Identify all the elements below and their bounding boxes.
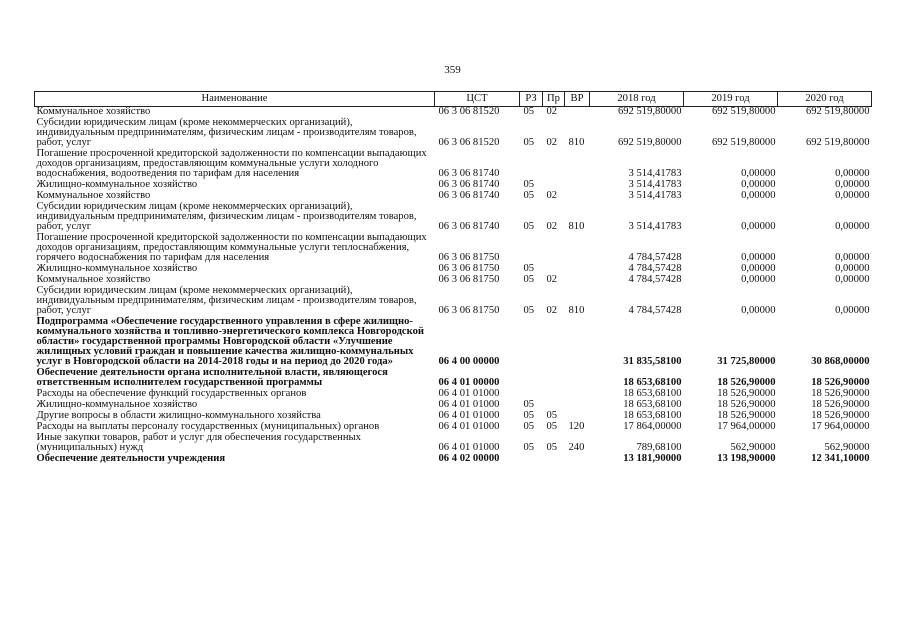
- row-name: Погашение просроченной кредиторской задолженности по компенсации выпадающих доходов организациям, предоставляющим коммунальные услуги холодного водоснабжения, водоотведения по тарифам для населения: [36, 148, 427, 179]
- row-value-2018: 18 653,68100: [623, 410, 682, 421]
- table-row: [35, 286, 872, 317]
- row-vr: 240: [568, 442, 585, 453]
- row-cst: 06 4 00 00000: [438, 356, 500, 367]
- row-rz: [520, 317, 543, 368]
- row-name: Коммунальное хозяйство: [36, 106, 151, 117]
- row-value-2020: 692 519,80000: [805, 106, 870, 117]
- row-cst: 06 4 01 01000: [438, 388, 500, 399]
- row-name: Обеспечение деятельности учреждения: [36, 453, 226, 464]
- row-value-2020: 0,00000: [835, 190, 870, 201]
- row-rz: 05: [523, 221, 535, 232]
- row-name: Коммунальное хозяйство: [36, 190, 151, 201]
- row-value-2019: 692 519,80000: [711, 137, 776, 148]
- header-2020: 2020 год: [778, 92, 872, 107]
- row-value-2020: 18 526,90000: [811, 377, 870, 388]
- row-name: Субсидии юридическим лицам (кроме некоммерческих организаций), индивидуальным предпринимателям, физическим лицам - производителям товаров, работ, услуг: [36, 285, 417, 316]
- row-pr: 02: [546, 106, 558, 117]
- row-vr: [565, 191, 590, 202]
- row-value-2020: 12 341,10000: [811, 453, 870, 464]
- row-rz: 05: [523, 106, 535, 117]
- row-value-2019: 0,00000: [741, 263, 776, 274]
- row-rz: [520, 368, 543, 389]
- row-vr: [565, 107, 590, 119]
- row-rz: [520, 233, 543, 264]
- row-value-2018: 4 784,57428: [628, 252, 682, 263]
- row-name: Иные закупки товаров, работ и услуг для обеспечения государственных (муниципальных) нужд: [36, 432, 361, 453]
- header-rz: РЗ: [520, 92, 543, 107]
- row-value-2020: 17 964,00000: [811, 421, 870, 432]
- row-pr: [543, 233, 565, 264]
- row-cst: 06 3 06 81750: [438, 263, 500, 274]
- table-row: [35, 149, 872, 180]
- row-value-2020: 692 519,80000: [805, 137, 870, 148]
- row-cst: 06 4 02 00000: [438, 453, 500, 464]
- table-header-row: [35, 92, 872, 107]
- row-value-2020: 0,00000: [835, 263, 870, 274]
- row-value-2020: 0,00000: [835, 305, 870, 316]
- row-vr: [565, 264, 590, 275]
- row-vr: 810: [568, 305, 585, 316]
- row-value-2019: 0,00000: [741, 252, 776, 263]
- row-pr: [543, 149, 565, 180]
- row-value-2019: 18 526,90000: [717, 410, 776, 421]
- row-vr: 810: [568, 137, 585, 148]
- row-value-2020: 18 526,90000: [811, 399, 870, 410]
- row-cst: 06 3 06 81740: [438, 190, 500, 201]
- row-value-2020: 562,90000: [824, 442, 870, 453]
- row-value-2019: 18 526,90000: [717, 399, 776, 410]
- row-value-2019: 18 526,90000: [717, 388, 776, 399]
- row-rz: [520, 149, 543, 180]
- row-rz: 05: [523, 190, 535, 201]
- row-value-2020: 0,00000: [835, 252, 870, 263]
- row-value-2020: 18 526,90000: [811, 410, 870, 421]
- row-value-2019: 0,00000: [741, 305, 776, 316]
- row-vr: [565, 180, 590, 191]
- row-value-2018: 18 653,68100: [623, 399, 682, 410]
- row-value-2018: 4 784,57428: [628, 263, 682, 274]
- row-rz: 05: [523, 263, 535, 274]
- row-pr: [543, 389, 565, 400]
- row-pr: 05: [546, 442, 558, 453]
- row-value-2019: 0,00000: [741, 179, 776, 190]
- row-cst: 06 4 01 01000: [438, 421, 500, 432]
- row-rz: 05: [523, 179, 535, 190]
- row-name: Другие вопросы в области жилищно-коммунального хозяйства: [36, 410, 321, 421]
- header-vr: ВР: [565, 92, 590, 107]
- row-pr: 02: [546, 190, 558, 201]
- row-cst: 06 4 01 01000: [438, 442, 500, 453]
- row-vr: [565, 149, 590, 180]
- row-value-2019: 17 964,00000: [717, 421, 776, 432]
- row-rz: 05: [523, 137, 535, 148]
- row-name: Погашение просроченной кредиторской задолженности по компенсации выпадающих доходов организациям, предоставляющим коммунальные услуги теплоснабжения, горячего водоснабжения по тарифам для населения: [36, 232, 427, 263]
- row-name: Обеспечение деятельности органа исполнительной власти, являющегося ответственным исполнителем государственной программы: [36, 367, 388, 388]
- row-name: Расходы на обеспечение функций государственных органов: [36, 388, 307, 399]
- row-cst: 06 4 01 01000: [438, 410, 500, 421]
- row-value-2019: 0,00000: [741, 190, 776, 201]
- row-cst: 06 3 06 81740: [438, 221, 500, 232]
- header-2018: 2018 год: [590, 92, 684, 107]
- row-name: Субсидии юридическим лицам (кроме некоммерческих организаций), индивидуальным предпринимателям, физическим лицам - производителям товаров, работ, услуг: [36, 201, 417, 232]
- row-value-2019: 31 725,80000: [717, 356, 776, 367]
- row-vr: [565, 317, 590, 368]
- table-row: [35, 368, 872, 389]
- row-rz: 05: [523, 274, 535, 285]
- row-pr: [543, 454, 565, 465]
- row-value-2018: 13 181,90000: [623, 453, 682, 464]
- row-pr: 05: [546, 410, 558, 421]
- row-name: Коммунальное хозяйство: [36, 274, 151, 285]
- header-pr: Пр: [543, 92, 565, 107]
- row-pr: [543, 317, 565, 368]
- row-pr: [543, 368, 565, 389]
- row-value-2020: 0,00000: [835, 221, 870, 232]
- row-cst: 06 3 06 81750: [438, 252, 500, 263]
- row-value-2018: 4 784,57428: [628, 305, 682, 316]
- row-cst: 06 3 06 81750: [438, 305, 500, 316]
- row-value-2018: 692 519,80000: [617, 137, 682, 148]
- row-value-2018: 692 519,80000: [617, 106, 682, 117]
- row-vr: [565, 233, 590, 264]
- row-vr: 810: [568, 221, 585, 232]
- header-name: Наименование: [35, 92, 435, 107]
- row-value-2019: 0,00000: [741, 221, 776, 232]
- row-value-2019: 0,00000: [741, 168, 776, 179]
- row-value-2018: 31 835,58100: [623, 356, 682, 367]
- row-value-2018: 3 514,41783: [628, 179, 682, 190]
- row-pr: 05: [546, 421, 558, 432]
- row-pr: 02: [546, 274, 558, 285]
- row-name: Жилищно-коммунальное хозяйство: [36, 263, 198, 274]
- row-rz: 05: [523, 305, 535, 316]
- row-value-2020: 0,00000: [835, 179, 870, 190]
- row-rz: [520, 454, 543, 465]
- row-value-2018: 3 514,41783: [628, 168, 682, 179]
- row-value-2019: 0,00000: [741, 274, 776, 285]
- row-name: Подпрограмма «Обеспечение государственного управления в сфере жилищно-коммунального хозяйства и топливно-энергетического комплекса Новгородской области» государственной программы Новгородской области «Улучшение жилищных условий граждан и повышение качества жилищно-коммунальных услуг в Новгородской области на 2014-2018 годы и на период до 2020 года»: [36, 316, 424, 367]
- row-vr: [565, 400, 590, 411]
- row-value-2018: 18 653,68100: [623, 377, 682, 388]
- row-pr: 02: [546, 305, 558, 316]
- row-value-2018: 3 514,41783: [628, 221, 682, 232]
- row-value-2019: 13 198,90000: [717, 453, 776, 464]
- budget-table: [34, 91, 872, 465]
- row-name: Расходы на выплаты персоналу государственных (муниципальных) органов: [36, 421, 380, 432]
- table-body: [35, 107, 872, 466]
- row-value-2019: 692 519,80000: [711, 106, 776, 117]
- header-2019: 2019 год: [684, 92, 778, 107]
- row-vr: [565, 368, 590, 389]
- table-row: [35, 233, 872, 264]
- row-rz: 05: [523, 410, 535, 421]
- row-cst: 06 3 06 81520: [438, 106, 500, 117]
- table-row: [35, 317, 872, 368]
- row-cst: 06 4 01 01000: [438, 399, 500, 410]
- row-pr: 02: [546, 221, 558, 232]
- row-value-2020: 0,00000: [835, 168, 870, 179]
- row-vr: [565, 275, 590, 286]
- row-vr: 120: [568, 421, 585, 432]
- table-row: [35, 118, 872, 149]
- row-value-2019: 18 526,90000: [717, 377, 776, 388]
- row-cst: 06 3 06 81750: [438, 274, 500, 285]
- row-name: Субсидии юридическим лицам (кроме некоммерческих организаций), индивидуальным предпринимателям, физическим лицам - производителям товаров, работ, услуг: [36, 117, 417, 148]
- table-row: [35, 433, 872, 454]
- row-cst: 06 4 01 00000: [438, 377, 500, 388]
- row-value-2018: 4 784,57428: [628, 274, 682, 285]
- header-cst: ЦСТ: [435, 92, 520, 107]
- row-rz: 05: [523, 399, 535, 410]
- row-value-2018: 3 514,41783: [628, 190, 682, 201]
- row-cst: 06 3 06 81520: [438, 137, 500, 148]
- row-value-2018: 789,68100: [636, 442, 682, 453]
- row-rz: 05: [523, 421, 535, 432]
- row-value-2020: 30 868,00000: [811, 356, 870, 367]
- row-vr: [565, 389, 590, 400]
- row-value-2020: 0,00000: [835, 274, 870, 285]
- row-rz: 05: [523, 442, 535, 453]
- row-cst: 06 3 06 81740: [438, 179, 500, 190]
- table-row: [35, 202, 872, 233]
- row-value-2020: 18 526,90000: [811, 388, 870, 399]
- page-number: 359: [444, 64, 461, 76]
- row-name: Жилищно-коммунальное хозяйство: [36, 399, 198, 410]
- row-value-2018: 18 653,68100: [623, 388, 682, 399]
- row-cst: 06 3 06 81740: [438, 168, 500, 179]
- table-row: [35, 454, 872, 465]
- row-value-2019: 562,90000: [730, 442, 776, 453]
- row-pr: 02: [546, 137, 558, 148]
- row-value-2018: 17 864,00000: [623, 421, 682, 432]
- row-name: Жилищно-коммунальное хозяйство: [36, 179, 198, 190]
- row-vr: [565, 454, 590, 465]
